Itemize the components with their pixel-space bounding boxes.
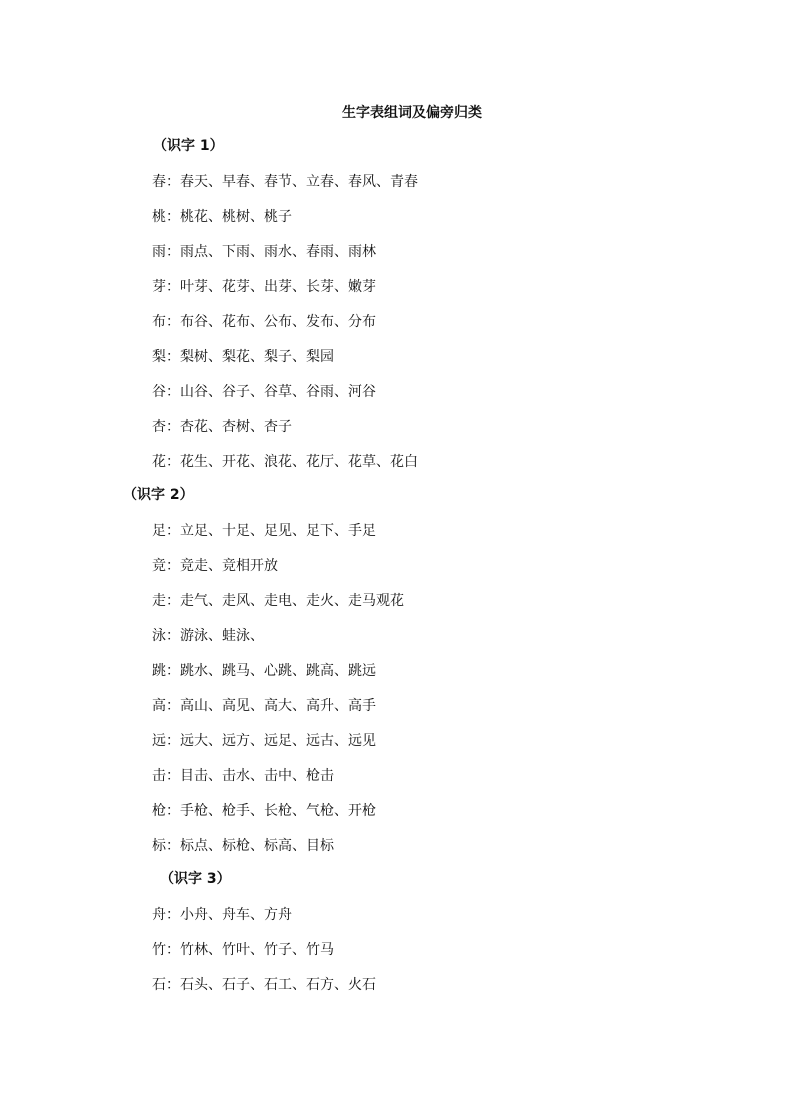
entry-character: 芽 ：: [152, 279, 180, 295]
entry-character: 击 ：: [152, 768, 180, 784]
entry-character: 石 ：: [152, 977, 180, 993]
entry-line: [152, 311, 418, 346]
entry-line: [152, 730, 404, 765]
entry-line: [152, 241, 418, 276]
entry-line: [152, 904, 376, 939]
entry-character: 舟 ：: [152, 907, 180, 923]
entry-words: 远大、远方、远足、远古、远见: [180, 733, 376, 749]
entry-line: [152, 451, 418, 486]
entry-line: [152, 206, 418, 241]
section-1-entry-list: [152, 171, 418, 486]
entry-words: 山谷、谷子、谷草、谷雨、河谷: [180, 384, 376, 400]
section-heading-1: （识字 1）: [153, 138, 224, 154]
entry-line: [152, 381, 418, 416]
section-3-entry-list: [152, 904, 376, 1009]
document-title: 生字表组词及偏旁归类: [342, 105, 482, 121]
entry-words: 小舟、舟车、方舟: [180, 907, 292, 923]
entry-character: 标 ：: [152, 838, 180, 854]
entry-character: 远 ：: [152, 733, 180, 749]
entry-words: 石头、石子、石工、石方、火石: [180, 977, 376, 993]
entry-words: 标点、标枪、标高、目标: [180, 838, 334, 854]
entry-line: [152, 974, 376, 1009]
entry-line: [152, 520, 404, 555]
entry-line: [152, 765, 404, 800]
entry-character: 竞 ：: [152, 558, 180, 574]
entry-character: 花 ：: [152, 454, 180, 470]
entry-words: 桃花、桃树、桃子: [180, 209, 292, 225]
entry-words: 花生、开花、浪花、花厅、花草、花白: [180, 454, 418, 470]
entry-words: 杏花、杏树、杏子: [180, 419, 292, 435]
section-heading-2: （识字 2）: [123, 487, 194, 503]
entry-line: [152, 590, 404, 625]
entry-character: 谷 ：: [152, 384, 180, 400]
entry-character: 泳 ：: [152, 628, 180, 644]
entry-words: 高山、高见、高大、高升、高手: [180, 698, 376, 714]
entry-character: 雨 ：: [152, 244, 180, 260]
entry-line: [152, 695, 404, 730]
entry-words: 跳水、跳马、心跳、跳高、跳远: [180, 663, 376, 679]
entry-words: 梨树、梨花、梨子、梨园: [180, 349, 334, 365]
entry-line: [152, 276, 418, 311]
entry-line: [152, 800, 404, 835]
entry-words: 雨点、下雨、雨水、春雨、雨林: [180, 244, 376, 260]
entry-words: 叶芽、花芽、出芽、长芽、嫩芽: [180, 279, 376, 295]
entry-character: 足 ：: [152, 523, 180, 539]
entry-character: 梨 ：: [152, 349, 180, 365]
entry-character: 桃 ：: [152, 209, 180, 225]
entry-words: 走气、走风、走电、走火、走马观花: [180, 593, 404, 609]
entry-character: 走 ：: [152, 593, 180, 609]
entry-line: [152, 660, 404, 695]
entry-character: 布 ：: [152, 314, 180, 330]
entry-character: 竹 ：: [152, 942, 180, 958]
entry-line: [152, 835, 404, 870]
entry-character: 枪 ：: [152, 803, 180, 819]
entry-line: [152, 625, 404, 660]
entry-words: 春天、早春、春节、立春、春风、青春: [180, 174, 418, 190]
entry-character: 跳 ：: [152, 663, 180, 679]
entry-words: 立足、十足、足见、足下、手足: [180, 523, 376, 539]
entry-line: [152, 346, 418, 381]
entry-line: [152, 939, 376, 974]
entry-character: 杏 ：: [152, 419, 180, 435]
entry-words: 布谷、花布、公布、发布、分布: [180, 314, 376, 330]
section-2-entry-list: [152, 520, 404, 870]
entry-words: 游泳、蛙泳、: [180, 628, 264, 644]
entry-words: 目击、击水、击中、枪击: [180, 768, 334, 784]
entry-line: [152, 555, 404, 590]
entry-words: 手枪、枪手、长枪、气枪、开枪: [180, 803, 376, 819]
entry-line: [152, 416, 418, 451]
entry-character: 高 ：: [152, 698, 180, 714]
entry-words: 竞走、竞相开放: [180, 558, 278, 574]
entry-words: 竹林、竹叶、竹子、竹马: [180, 942, 334, 958]
section-heading-3: （识字 3）: [160, 871, 231, 887]
entry-line: [152, 171, 418, 206]
entry-character: 春 ：: [152, 174, 180, 190]
